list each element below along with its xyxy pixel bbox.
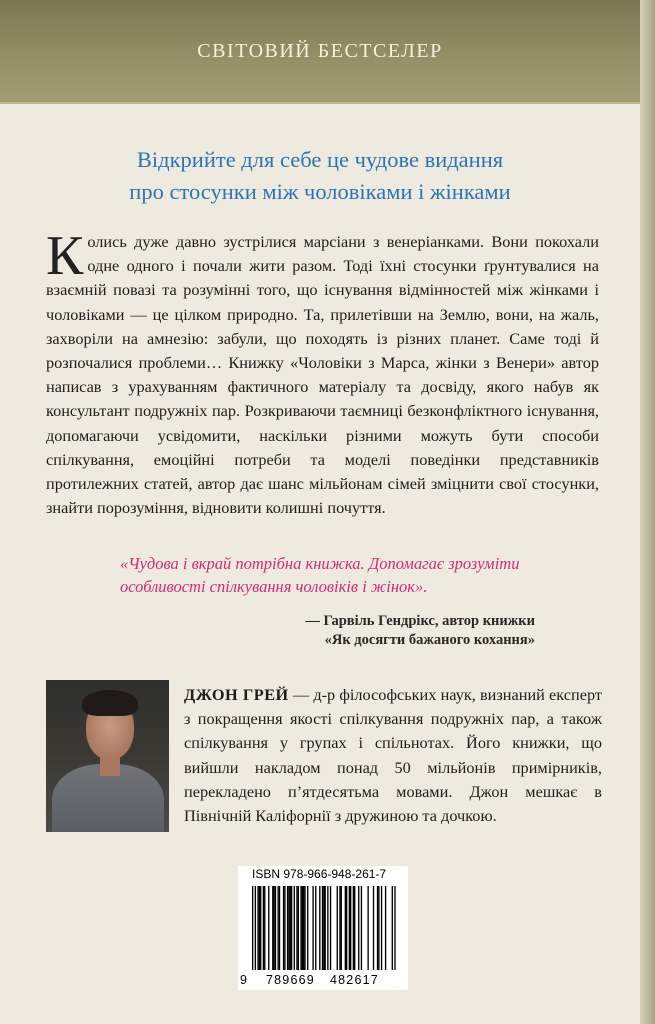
cover-edge xyxy=(640,0,655,1024)
headline-line-2: про стосунки між чоловіками і жінками xyxy=(129,179,511,204)
author-photo xyxy=(46,680,169,832)
review-quote: «Чудова і вкрай потрібна книжка. Допомагає зрозуміти особливості спілкування чоловіків і жінок». xyxy=(120,554,520,596)
quote-attribution xyxy=(305,612,535,650)
headline-line-1: Відкрийте для себе це чудове видання xyxy=(136,147,504,172)
bestseller-label: СВІТОВИЙ БЕСТСЕЛЕР xyxy=(197,40,443,62)
author-bio xyxy=(184,683,602,828)
author-name: ДЖОН ГРЕЙ xyxy=(184,685,289,704)
barcode-digits-left: 789669 xyxy=(266,973,315,987)
book-description xyxy=(46,225,599,520)
headline xyxy=(40,144,600,208)
barcode-icon xyxy=(252,886,397,970)
attribution-book: «Як досягти бажаного кохання» xyxy=(324,632,535,648)
attribution-author: — Гарвіль Гендрікс, автор книжки xyxy=(305,613,535,629)
drop-cap: К xyxy=(46,225,84,287)
barcode-digit-first: 9 xyxy=(240,973,247,987)
isbn-number: ISBN 978-966-948-261-7 xyxy=(252,867,387,881)
author-bio-text: — д-р філософських наук, визнаний експерт з покращення якості спілкування подружніх пар, а також спілкування у групах і спільнотах. Його книжки, що вийшли накладом понад 50 мільйонів примірників, перекладено п’ятдесятьма мовами. Джон мешкає в Північній Каліфорнії з дружиною та дочкою. xyxy=(184,685,602,826)
description-text: олись дуже давно зустрілися марсіани з венеріанками. Вони покохали одне одного і почали жити разом. Тоді їхні стосунки ґрунтувалися на взаємній повазі та розумінні того, що існування відмінностей між жінками і чоловіками — це цілком природно. Та, прилетівши на Землю, вони, на жаль, захворіли на амнезію: забули, що походять із різних планет. Саме тоді й розпочалися проблеми… Книжку «Чоловіки з Марса, жінки з Венери» автор написав з урахуванням фактичного матеріалу та досвіду, якого набув як консультант подружніх пар. Розкриваючи таємниці безконфліктного існування, допомагаючи усвідомити, наскільки різними можуть бути способи спілкування, емоційні потреби та моделі поведінки представників протилежних статей, автор дає шанс мільйонам сімей зміцнити свої стосунки, знайти порозуміння, відновити колишні почуття. xyxy=(46,232,599,518)
barcode-digits-right: 482617 xyxy=(330,973,379,987)
top-banner xyxy=(0,0,640,104)
